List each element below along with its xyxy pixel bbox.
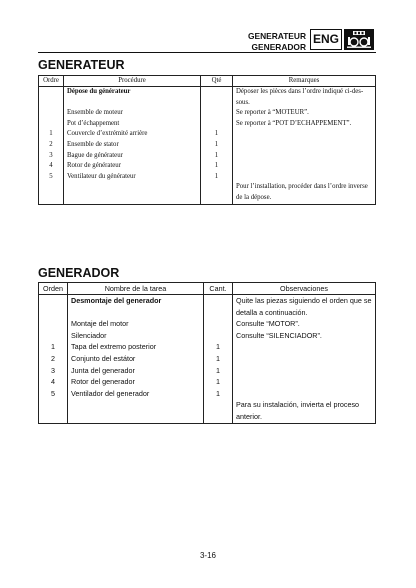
qty-cell: 1 <box>214 172 219 180</box>
page-number: 3-16 <box>199 551 216 560</box>
order-cell <box>42 399 64 411</box>
order-cell: 3 <box>49 151 53 159</box>
header-title-fr: GENERATEUR <box>247 31 306 41</box>
procedure-step <box>71 411 200 423</box>
qty-column <box>204 295 233 424</box>
order-cell: 3 <box>51 365 55 375</box>
remark-line: Para su instalación, invierta el proceso <box>236 400 360 410</box>
remark-line <box>236 151 372 162</box>
procedure-table-fr <box>38 75 376 205</box>
remark-line: detalla a continuación. <box>236 307 308 317</box>
running-header <box>230 31 306 53</box>
order-cell: 4 <box>49 162 53 170</box>
qty-cell: 1 <box>214 162 219 170</box>
remark-line: Se reporter à “POT D’ECHAPPEMENT”. <box>236 119 352 127</box>
procedure-step: Tapa del extremo posterior <box>71 342 157 352</box>
procedure-step: Ventilateur du générateur <box>67 172 136 180</box>
qty-cell <box>207 330 229 342</box>
column-header: Nombre de la tarea <box>68 283 204 295</box>
order-cell <box>42 98 60 109</box>
qty-cell <box>207 307 229 319</box>
remark-line <box>236 172 372 183</box>
procedure-step: Junta del generador <box>71 365 135 375</box>
qty-cell: 1 <box>216 388 220 398</box>
procedure-step: Ensemble de stator <box>67 140 119 148</box>
order-column <box>39 295 68 424</box>
qty-cell: 1 <box>216 342 220 352</box>
qty-cell: 1 <box>214 130 219 138</box>
column-header: Procédure <box>64 76 201 87</box>
section-title-es: GENERADOR <box>38 266 120 280</box>
order-cell <box>42 307 64 319</box>
qty-cell <box>204 98 229 109</box>
order-column <box>39 87 64 205</box>
table-row <box>39 295 376 424</box>
order-cell <box>42 182 60 193</box>
qty-cell <box>204 119 229 130</box>
column-header: Cant. <box>204 283 233 295</box>
column-header: Observaciones <box>233 283 376 295</box>
remark-line: de la dépose. <box>236 193 272 201</box>
table-row <box>39 87 376 205</box>
remark-line: anterior. <box>236 411 262 421</box>
qty-cell: 1 <box>216 353 220 363</box>
qty-cell: 1 <box>214 140 219 148</box>
procedure-step: Montaje del motor <box>71 319 129 329</box>
procedure-step: Couvercle d’extrémité arrière <box>67 130 148 138</box>
remark-line: Se reporter à “MOTEUR”. <box>236 109 309 117</box>
column-header: Remarques <box>233 76 376 87</box>
procedure-table-es <box>38 282 376 424</box>
table-header-row <box>39 283 376 295</box>
order-cell: 2 <box>49 140 53 148</box>
remark-line: Quite las piezas siguiendo el orden que se <box>236 296 372 305</box>
remark-line <box>236 161 372 172</box>
qty-cell <box>204 182 229 193</box>
procedure-step: Bague de générateur <box>67 151 123 159</box>
engine-camshaft-icon <box>344 29 374 50</box>
procedure-step: Pot d’échappement <box>67 119 120 127</box>
header-rule <box>38 52 376 53</box>
order-cell: 2 <box>51 353 55 363</box>
order-cell: 5 <box>51 388 55 398</box>
remark-line <box>236 388 372 400</box>
remark-line <box>236 341 372 353</box>
section-title-fr: GENERATEUR <box>38 58 125 72</box>
procedure-step: Silenciador <box>71 330 107 340</box>
column-header: Qté <box>201 76 233 87</box>
qty-cell <box>204 193 229 204</box>
procedure-step <box>67 98 197 109</box>
remark-line: Consulte “MOTOR”. <box>236 319 300 329</box>
remark-line: Pour l’installation, procéder dans l’ordre inverse <box>236 183 368 191</box>
procedure-step: Ventilador del generador <box>71 388 150 398</box>
qty-cell: 1 <box>216 377 220 387</box>
remark-line <box>236 140 372 151</box>
procedure-step: Conjunto del estátor <box>71 353 136 363</box>
order-cell: 5 <box>49 172 53 180</box>
remark-line: Consulte “SILENCIADOR”. <box>236 330 322 340</box>
remark-line: sous. <box>236 98 250 106</box>
remark-line <box>236 376 372 388</box>
order-cell <box>42 119 60 130</box>
order-cell <box>42 318 64 330</box>
remark-line <box>236 353 372 365</box>
order-cell <box>42 411 64 423</box>
procedure-step: Ensemble de moteur <box>67 109 123 117</box>
order-cell <box>42 193 60 204</box>
qty-cell <box>207 318 229 330</box>
procedure-step <box>71 399 200 411</box>
remarks-column <box>233 295 376 424</box>
qty-cell <box>207 295 229 307</box>
order-cell: 1 <box>51 342 55 352</box>
order-cell: 1 <box>49 130 53 138</box>
qty-cell <box>204 87 229 98</box>
qty-column <box>201 87 233 205</box>
qty-cell <box>204 108 229 119</box>
procedure-step <box>71 307 200 319</box>
qty-cell: 1 <box>216 365 220 375</box>
header-title-es: GENERADOR <box>251 42 306 52</box>
remark-line <box>236 365 372 377</box>
column-header: Orden <box>39 283 68 295</box>
remarks-column <box>233 87 376 205</box>
remark-line: Déposer les pièces dans l’ordre indiqué ci-des- <box>236 88 364 95</box>
qty-cell <box>207 411 229 423</box>
qty-cell: 1 <box>214 151 219 159</box>
procedure-column <box>68 295 204 424</box>
procedure-step: Rotor de générateur <box>67 162 121 170</box>
procedure-column <box>64 87 201 205</box>
procedure-step: Rotor del generador <box>71 377 135 387</box>
procedure-step <box>67 193 197 204</box>
order-cell <box>42 108 60 119</box>
order-cell <box>42 295 64 307</box>
qty-cell <box>207 399 229 411</box>
order-cell <box>42 330 64 342</box>
procedure-heading: Desmontaje del generador <box>71 296 162 305</box>
procedure-step <box>67 182 197 193</box>
procedure-heading: Dépose du générateur <box>67 88 131 95</box>
remark-line <box>236 129 372 140</box>
language-badge: ENG <box>310 29 342 50</box>
order-cell: 4 <box>51 377 55 387</box>
table-header-row <box>39 76 376 87</box>
order-cell <box>42 87 60 98</box>
column-header: Ordre <box>39 76 64 87</box>
